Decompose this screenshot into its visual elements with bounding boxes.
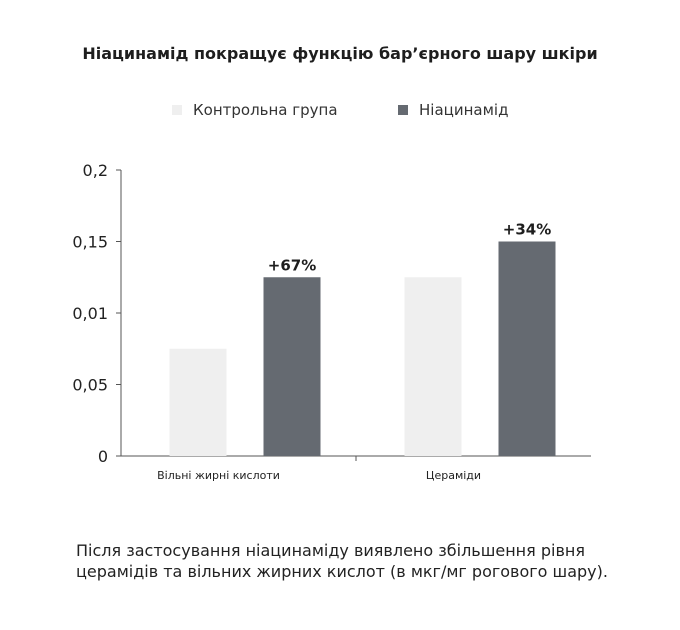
chart-caption: Після застосування ніацинаміду виявлено збільшення рівня церамідів та вільних жирних кислот (в мкг/мг рогового шару). [76,541,608,581]
bar-niacinamide [264,277,321,456]
x-category-label: Вільні жирні кислоти [157,469,280,482]
y-tick-label: 0,15 [72,232,108,252]
bar-control [170,349,227,456]
bar-control [405,277,462,456]
legend-label-niacinamide: Ніацинамід [419,101,509,119]
bar-data-label: +34% [502,220,552,239]
y-tick-label: 0 [97,447,108,466]
y-tick-label: 0,05 [72,375,108,395]
y-tick-label: 0,2 [82,161,108,180]
legend-label-control: Контрольна група [193,101,338,119]
chart-title: Ніацинамід покращує функцію бар’єрного шару шкіри [82,44,598,63]
bar-niacinamide [499,242,556,457]
y-tick-label: 0,01 [72,304,108,323]
x-category-label: Церамiди [425,469,482,482]
bar-data-label: +67% [267,256,317,275]
